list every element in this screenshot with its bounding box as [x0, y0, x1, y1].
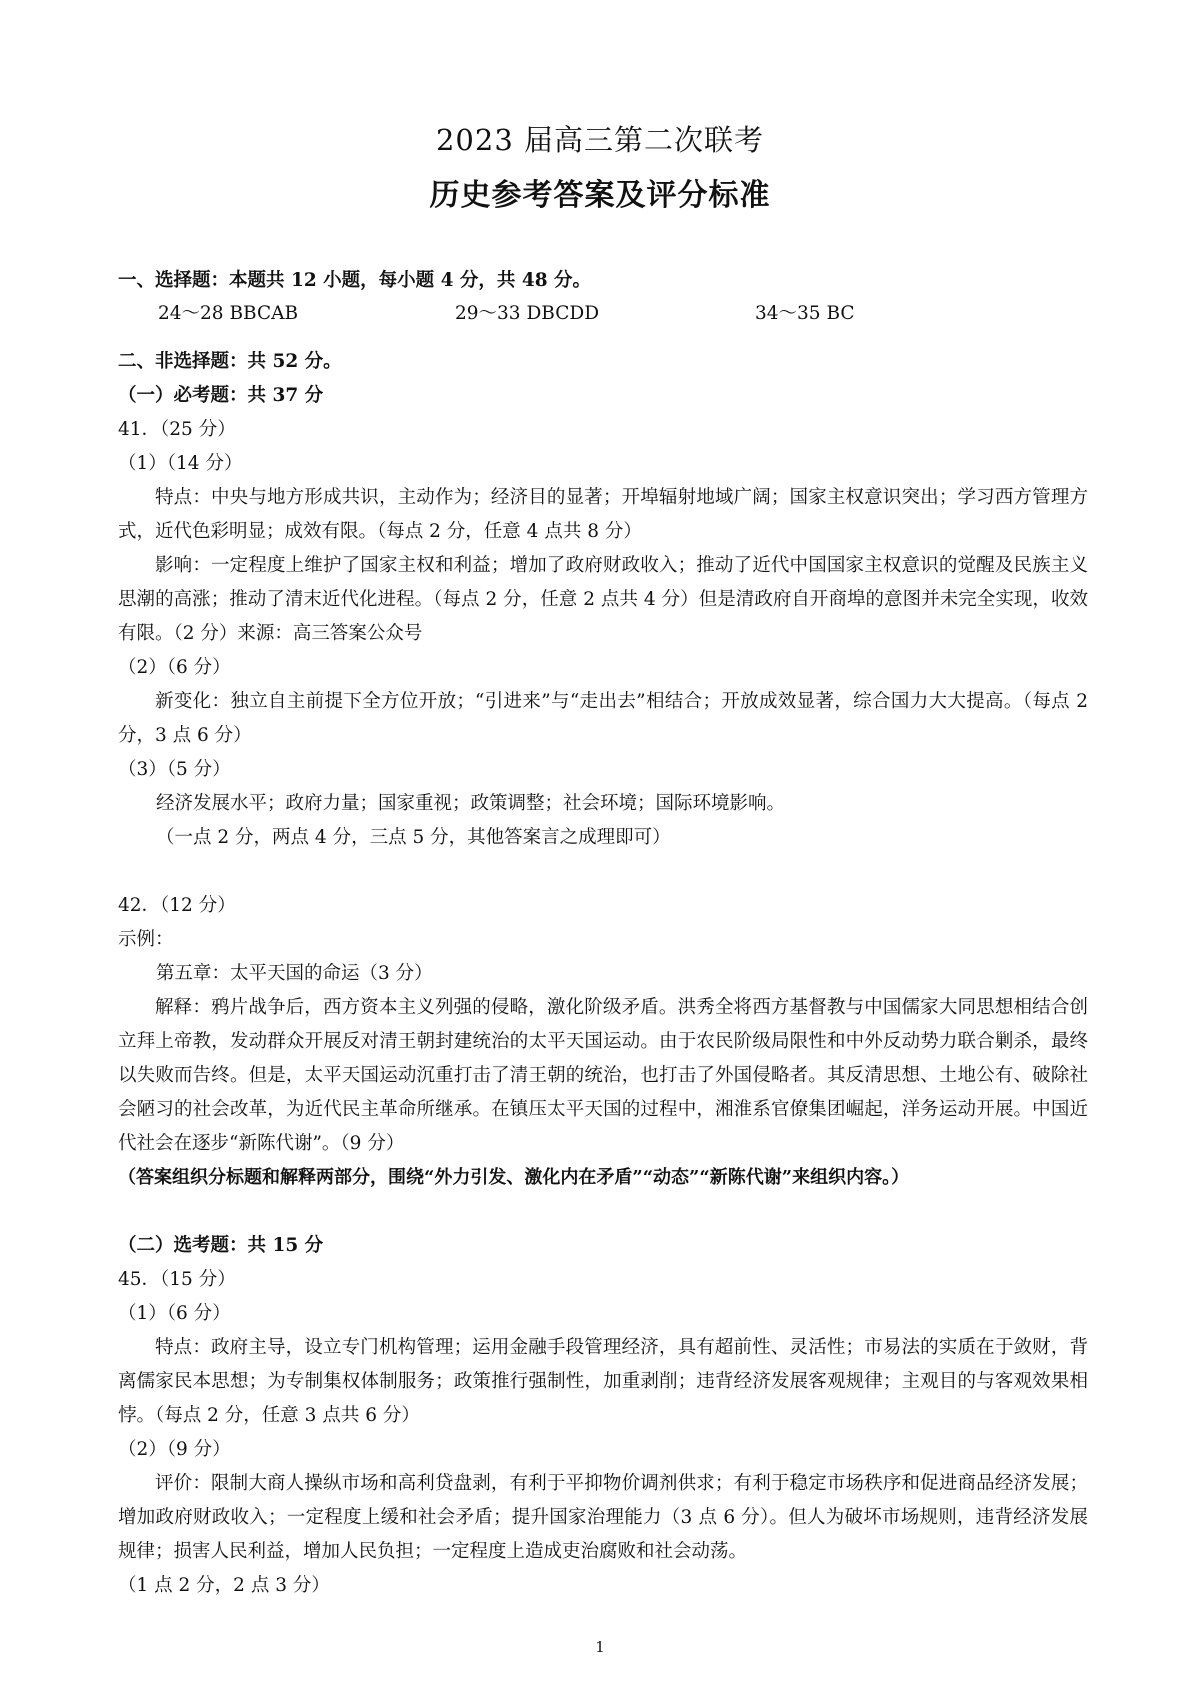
q41-part3-answer: 经济发展水平；政府力量；国家重视；政策调整；社会环境；国际环境影响。: [156, 793, 786, 814]
q41-part1-label: （1）（14 分）: [118, 453, 243, 474]
document-title: 历史参考答案及评分标准: [429, 178, 771, 213]
choice-answers-2: 29～33 DBCDD: [455, 303, 600, 324]
q41-part1-features: 特点：中央与地方形成共识，主动作为；经济目的显著；开埠辐射地域广阔；国家主权意识突出；学习西方管理方式，近代色彩明显；成效有限。（每点 2 分，任意 4 点共 8 分）: [118, 487, 1088, 542]
optional-heading: （二）选考题：共 15 分: [118, 1235, 324, 1256]
q45-part2-label: （2）（9 分）: [118, 1439, 231, 1460]
q45-part2-scoring: （1 点 2 分，2 点 3 分）: [118, 1575, 330, 1596]
q45-part1-answer: 特点：政府主导，设立专门机构管理；运用金融手段管理经济，具有超前性、灵活性；市易法的实质在于敛财，背离儒家民本思想；为专制集权体制服务；政策推行强制性，加重剥削；违背经济发展客观规律；主观目的与客观效果相悖。（每点 2 分，任意 3 点共 6 分）: [118, 1337, 1088, 1426]
q41-part3-label: （3）（5 分）: [118, 759, 231, 780]
q41-part2-label: （2）（6 分）: [118, 657, 231, 678]
q41-label: 41．（25 分）: [118, 419, 236, 440]
choice-answers-3: 34～35 BC: [755, 303, 855, 324]
q42-explanation: 解释：鸦片战争后，西方资本主义列强的侵略，激化阶级矛盾。洪秀全将西方基督教与中国儒家大同思想相结合创立拜上帝教，发动群众开展反对清王朝封建统治的太平天国运动。由于农民阶级局限性和中外反动势力联合剿杀，最终以失败而告终。但是，太平天国运动沉重打击了清王朝的统治，也打击了外国侵略者。其反清思想、土地公有、破除社会陋习的社会改革，为近代民主革命所继承。在镇压太平天国的过程中，湘淮系官僚集团崛起，洋务运动开展。中国近代社会在逐步“新陈代谢”。（9 分）: [118, 997, 1088, 1154]
q42-label: 42．（12 分）: [118, 895, 236, 916]
q41-part1-impact: 影响：一定程度上维护了国家主权和利益；增加了政府财政收入；推动了近代中国国家主权意识的觉醒及民族主义思潮的高涨；推动了清末近代化进程。（每点 2 分，任意 2 点共 4 分）但是清政府自开商埠的意图并未完全实现，收效有限。（2 分）来源：高三答案公众号: [118, 555, 1088, 644]
required-heading: （一）必考题：共 37 分: [118, 385, 324, 406]
choice-answers-1: 24～28 BBCAB: [158, 303, 299, 324]
page-number: 1: [595, 1638, 605, 1656]
q41-part2-answer: 新变化：独立自主前提下全方位开放；“引进来”与“走出去”相结合；开放成效显著，综合国力大大提高。（每点 2 分，3 点 6 分）: [118, 691, 1088, 746]
q45-part1-label: （1）（6 分）: [118, 1303, 231, 1324]
q42-scoring-note: （答案组织分标题和解释两部分，围绕“外力引发、激化内在矛盾”“动态”“新陈代谢”来组织内容。）: [118, 1167, 910, 1188]
q42-chapter-title: 第五章：太平天国的命运（3 分）: [156, 963, 433, 984]
q41-part3-scoring: （一点 2 分，两点 4 分，三点 5 分，其他答案言之成理即可）: [156, 827, 671, 848]
q42-example-label: 示例：: [118, 929, 174, 950]
exam-title: 2023 届高三第二次联考: [435, 123, 765, 157]
section2-heading: 二、非选择题：共 52 分。: [118, 351, 342, 372]
section1-heading: 一、选择题：本题共 12 小题，每小题 4 分，共 48 分。: [118, 270, 592, 291]
q45-part2-answer: 评价：限制大商人操纵市场和高利贷盘剥，有利于平抑物价调剂供求；有利于稳定市场秩序和促进商品经济发展；增加政府财政收入；一定程度上缓和社会矛盾；提升国家治理能力（3 点 6 分）。但人为破坏市场规则，违背经济发展规律；损害人民利益，增加人民负担；一定程度上造成吏治腐败和社会动荡。: [118, 1473, 1088, 1562]
q45-label: 45．（15 分）: [118, 1269, 236, 1290]
